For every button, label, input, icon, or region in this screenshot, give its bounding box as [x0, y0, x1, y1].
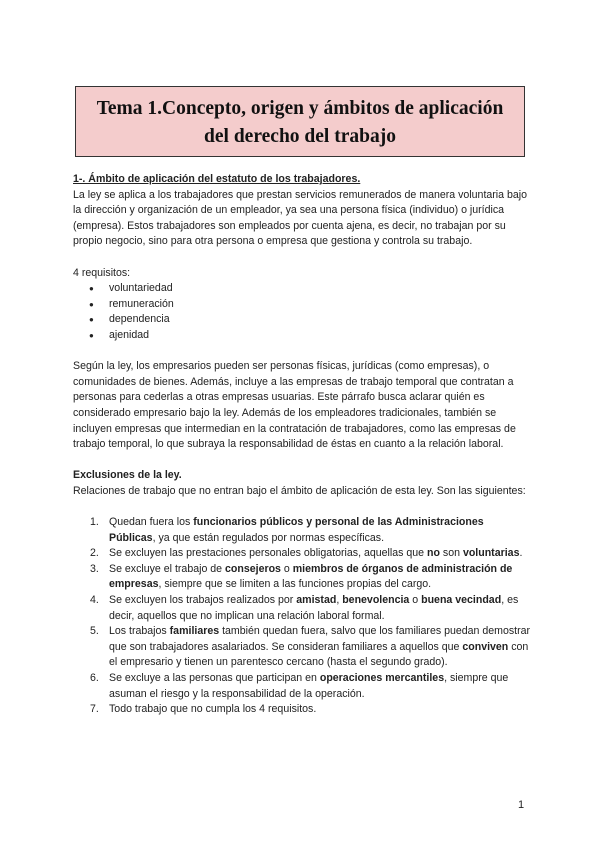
exclusion-number: 4. — [90, 594, 99, 607]
exclusion-number: 2. — [90, 547, 99, 560]
section-heading: 1-. Ámbito de aplicación del estatuto de los trabajadores. — [73, 173, 361, 185]
exclusions-list — [73, 515, 533, 718]
exclusion-bold-text: funcionarios públicos y personal de las Administraciones Públicas — [109, 516, 484, 544]
exclusion-text: son — [439, 547, 463, 560]
exclusions-heading: Exclusiones de la ley. — [73, 469, 182, 482]
employers-paragraph: Según la ley, los empresarios pueden ser personas físicas, jurídicas (como empresas), o comunidades de bienes. Además, incluye a las empresas de trabajo temporal que contratan a personas para cederlas a otras empresas usuarias. Este párrafo busca aclarar quién es considerado empresario bajo la ley. Además de los empleadores tradicionales, también se incluyen empresas que intermedian en la contratación de trabajadores, como las empresas de trabajo temporal, lo que subraya la responsabilidad de éstas en cuanto a la relación laboral. — [73, 360, 516, 451]
exclusion-text: . — [519, 547, 523, 560]
exclusion-text: Se excluye a las personas que participan en — [109, 672, 320, 684]
exclusion-item — [73, 624, 533, 671]
exclusion-text: Se excluye el trabajo de — [109, 562, 226, 575]
title-box — [75, 86, 525, 157]
exclusion-bold-text: amistad — [296, 594, 337, 607]
exclusion-number: 6. — [90, 672, 99, 684]
exclusion-bold-text: familiares — [169, 625, 220, 638]
exclusion-bold-text: conviven — [462, 640, 509, 653]
exclusion-text: Los trabajos — [109, 625, 170, 638]
exclusion-text: , siempre que asuman el riesgo y la responsabilidad de la operación. — [109, 672, 509, 700]
exclusion-item — [73, 562, 533, 593]
exclusion-text: también quedan fuera, salvo que los familiares puedan demostrar que son trabajadores asalariados. Se consideran familiares a aquellos que — [109, 625, 531, 653]
exclusion-bold-text: operaciones mercantiles — [319, 672, 445, 684]
exclusion-number: 7. — [90, 703, 99, 716]
exclusions-intro: Relaciones de trabajo que no entran bajo el ámbito de aplicación de esta ley. Son las siguientes: — [73, 484, 526, 497]
page-title-line-1: Tema 1.Concepto, origen y ámbitos de aplicación — [96, 98, 504, 119]
page-title-line-2: del derecho del trabajo — [204, 126, 396, 147]
requirements-list — [73, 281, 533, 343]
requirements-intro: 4 requisitos: — [73, 266, 131, 279]
exclusion-item — [73, 546, 533, 562]
exclusion-bold-text: consejeros — [225, 562, 281, 575]
exclusion-text: , — [336, 594, 343, 607]
requirement-item: ● dependencia — [73, 312, 533, 328]
exclusion-text: Quedan fuera los — [109, 516, 194, 529]
exclusion-text: , es decir, aquellos que no implican una relación laboral formal. — [109, 594, 519, 622]
exclusion-bold-text: benevolencia — [342, 594, 410, 607]
exclusion-text: , ya que están regulados por normas específicas. — [152, 531, 385, 544]
page-number: 1 — [518, 799, 525, 811]
exclusion-item — [73, 671, 533, 702]
exclusion-text: Se excluyen las prestaciones personales obligatorias, aquellas que — [109, 547, 428, 560]
exclusion-item — [73, 593, 533, 624]
exclusion-text: Se excluyen los trabajos realizados por — [109, 594, 297, 607]
requirement-item: ● remuneración — [73, 297, 533, 313]
exclusion-text: con el empresario y tienen un parentesco cercano (hasta el segundo grado). — [109, 640, 529, 669]
exclusion-text: o — [409, 594, 422, 607]
section-paragraph: La ley se aplica a los trabajadores que prestan servicios remunerados de manera voluntaria bajo la dirección y organización de un empleador, ya sea una persona física (individuo) o jurídica (empresa). Estos trabajadores son empleados por cuenta ajena, es decir, no trabajan por su propio negocio, sino para otra persona o empresa que gestiona y controla su trabajo. — [73, 188, 528, 248]
requirement-item: ● ajenidad — [73, 328, 533, 344]
exclusion-number: 1. — [90, 516, 99, 529]
exclusion-text: o — [280, 562, 293, 575]
exclusion-text: , siempre que se limiten a las funciones propias del cargo. — [158, 578, 432, 591]
exclusion-bold-text: buena vecindad — [421, 594, 502, 607]
exclusion-item — [73, 515, 533, 546]
exclusion-bold-text: miembros de órganos de administración de empresas — [109, 562, 513, 591]
exclusion-item — [73, 702, 533, 718]
exclusion-number: 3. — [90, 562, 99, 575]
exclusion-bold-text: no — [427, 547, 440, 560]
requirement-item: ● voluntariedad — [73, 281, 533, 297]
exclusion-number: 5. — [90, 625, 99, 638]
exclusion-bold-text: voluntarias — [462, 547, 520, 560]
document-body — [73, 172, 533, 718]
exclusion-text: Todo trabajo que no cumpla los 4 requisitos. — [109, 703, 317, 716]
